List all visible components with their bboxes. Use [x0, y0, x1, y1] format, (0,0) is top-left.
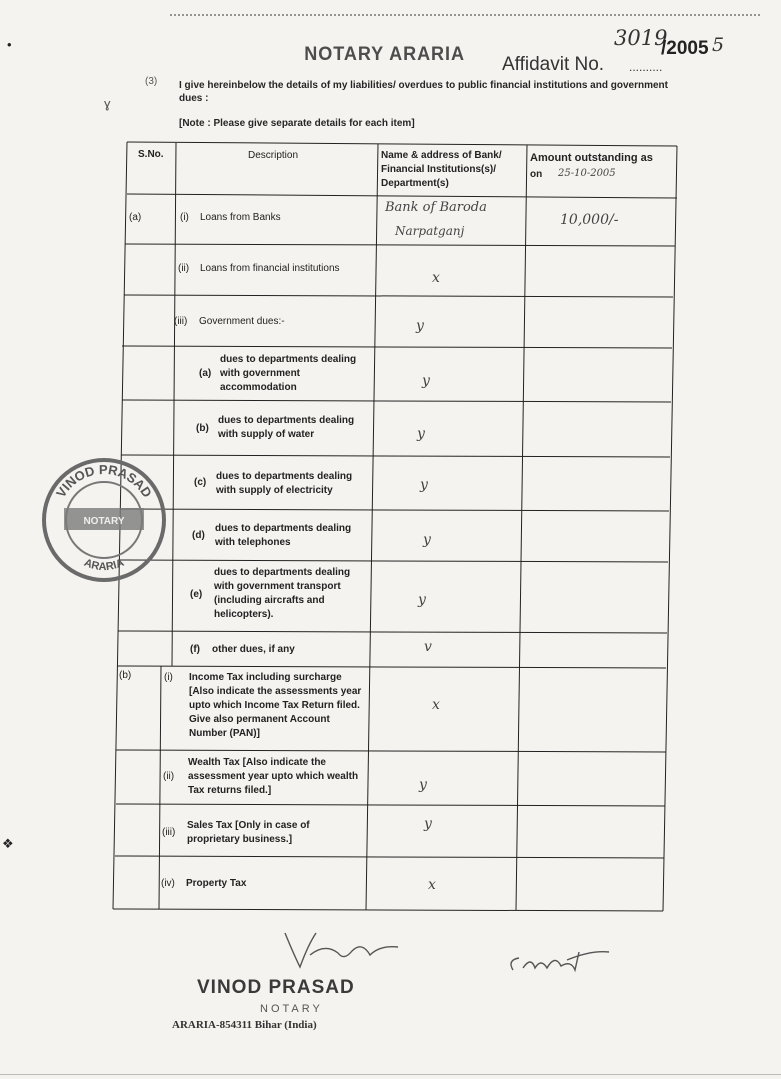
row-tick: y — [416, 318, 424, 334]
notary-seal-stamp — [40, 456, 168, 584]
row-label: dues to departments dealing with supply of water — [218, 415, 355, 440]
affidavit-year: /2005 — [661, 38, 709, 59]
footer-notary-name: VINOD PRASAD — [197, 977, 355, 998]
row-number: (ii) — [163, 771, 175, 782]
affidavit-year-overwrite: 5 — [712, 34, 725, 56]
row-label: other dues, if any — [212, 644, 295, 655]
row-tick: y — [422, 373, 430, 389]
row-tick: y — [417, 426, 425, 442]
footer-address: ARARIA-854311 Bihar (India) — [172, 1019, 317, 1031]
row-number: (d) — [192, 530, 205, 541]
row-number: (e) — [190, 589, 203, 600]
row-number: (b) — [196, 423, 209, 434]
bank-name-handwritten: Bank of Baroda — [385, 200, 487, 215]
header-amount-date: 25-10-2005 — [558, 168, 616, 179]
row-label: dues to departments dealing with telephones — [215, 523, 352, 548]
row-label: dues to departments dealing with supply of electricity — [216, 471, 353, 496]
row-label: Government dues:- — [199, 316, 285, 327]
header-sno: S.No. — [138, 149, 164, 160]
row-number: (f) — [190, 644, 200, 655]
row-number: (iv) — [161, 878, 175, 889]
row-label: Property Tax — [186, 878, 247, 889]
signature-deponent — [505, 940, 615, 980]
notary-header-stamp: NOTARY ARARIA — [304, 44, 466, 65]
row-number: (c) — [194, 477, 207, 488]
seal-bottom-text: ARARIA — [82, 556, 126, 574]
row-number: (i) — [164, 672, 173, 683]
row-tick: y — [420, 477, 428, 493]
header-description: Description — [248, 150, 299, 161]
margin-mark: ɣ — [104, 96, 111, 111]
row-number: (iii) — [174, 316, 188, 327]
margin-mark: ❖ — [2, 836, 14, 851]
affidavit-label: Affidavit No. — [502, 54, 605, 75]
row-label: Income Tax including surcharge [Also indicate the assessments year upto which Income Tax Return filed. Give also permanent Account Number (PAN)] — [189, 672, 362, 739]
row-label: Sales Tax [Only in case of proprietary business.] — [187, 820, 310, 845]
bank-amount-handwritten: 10,000/- — [560, 212, 619, 228]
row-label: dues to departments dealing with government accommodation — [220, 354, 357, 393]
row-number: (i) — [180, 212, 189, 223]
row-number: (ii) — [178, 263, 190, 274]
row-label: Wealth Tax [Also indicate the assessment year upto which wealth Tax returns filed.] — [188, 757, 359, 796]
affidavit-dots: .......... — [629, 60, 663, 74]
header-name-address: Name & address of Bank/ Financial Institutions(s)/ Department(s) — [381, 150, 502, 189]
item-number: (3) — [145, 76, 158, 87]
row-label: Loans from financial institutions — [200, 263, 340, 274]
footer-notary-title: NOTARY — [260, 1003, 323, 1015]
seal-middle-text: NOTARY — [83, 516, 125, 527]
row-tick: y — [418, 592, 426, 608]
row-tick: x — [432, 270, 440, 286]
row-number: (a) — [199, 368, 212, 379]
row-tick: x — [432, 697, 440, 713]
row-tick: x — [428, 877, 436, 893]
header-amount-on: on — [530, 169, 543, 180]
row-tick: y — [424, 816, 432, 832]
signature-notary — [280, 925, 420, 975]
section-b-label: (b) — [119, 670, 132, 681]
seal-top-text: VINOD PRASAD — [53, 461, 155, 501]
section-a-label: (a) — [129, 212, 142, 223]
row-label: dues to departments dealing with government transport (including aircrafts and helicopters). — [214, 567, 351, 620]
affidavit-number-handwritten: 3019 — [614, 26, 668, 50]
row-tick: y — [419, 777, 427, 793]
scan-bottom-edge — [0, 1074, 781, 1075]
header-amount: Amount outstanding as — [530, 152, 653, 164]
row-label: Loans from Banks — [200, 212, 281, 223]
row-tick: y — [423, 532, 431, 548]
note-text: [Note : Please give separate details for each item] — [179, 118, 415, 129]
bank-place-handwritten: Narpatganj — [395, 224, 465, 238]
row-tick: v — [424, 639, 432, 655]
intro-text: I give hereinbelow the details of my liabilities/ overdues to public financial institutions and government dues : — [179, 80, 668, 104]
margin-mark: • — [7, 37, 12, 52]
row-number: (iii) — [162, 827, 176, 838]
